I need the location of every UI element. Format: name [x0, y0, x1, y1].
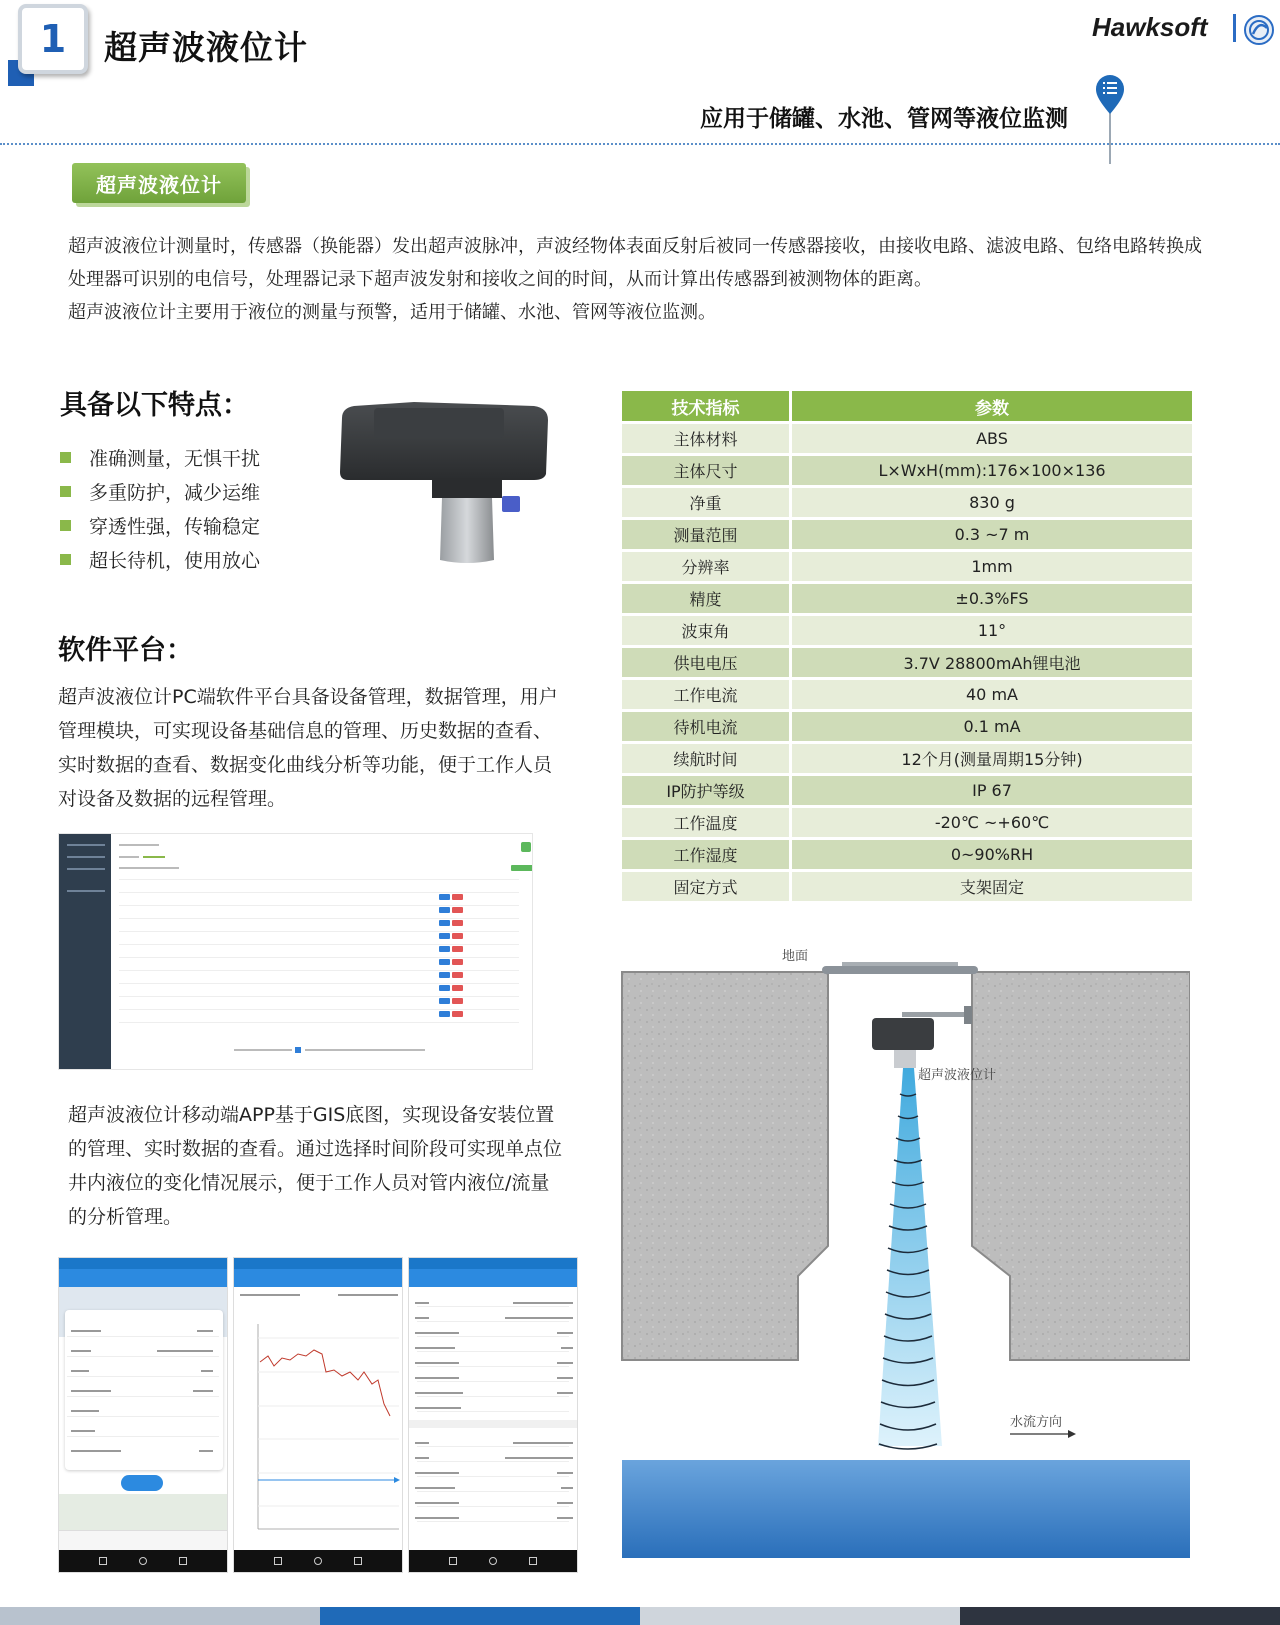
- spec-header-value: 参数: [792, 391, 1192, 421]
- bullet-icon: [60, 486, 71, 497]
- spec-row: 工作温度 -20℃ ~+60℃: [622, 808, 1192, 837]
- app-text: 超声波液位计移动端APP基于GIS底图，实现设备安装位置的管理、实时数据的查看。通过选择时间阶段可实现单点位井内液位的变化情况展示，便于工作人员对管内液位/流量的分析管理。: [68, 1104, 563, 1228]
- feature-item: 超长待机，使用放心: [60, 542, 260, 576]
- spec-row: 固定方式 支架固定: [622, 872, 1192, 901]
- flow-direction-label: 水流方向: [1010, 1415, 1063, 1430]
- pc-sidebar: [59, 834, 111, 1069]
- installation-diagram: [620, 946, 1190, 1558]
- footer-segment: [640, 1607, 960, 1625]
- features-title: 具备以下特点：: [60, 390, 249, 421]
- page-title: 超声波液位计: [104, 28, 308, 67]
- spec-row: 精度 ±0.3%FS: [622, 584, 1192, 613]
- intro-paragraph-2: 超声波液位计主要用于液位的测量与预警，适用于储罐、水池、管网等液位监测。: [68, 302, 716, 323]
- page-subtitle: 应用于储罐、水池、管网等液位监测: [700, 106, 1068, 132]
- feature-item: 穿透性强，传输稳定: [60, 508, 260, 542]
- spec-row: 工作电流 40 mA: [622, 680, 1192, 709]
- brand-divider: [1233, 14, 1236, 42]
- bullet-icon: [60, 554, 71, 565]
- bullet-icon: [60, 520, 71, 531]
- spec-row: 主体尺寸 L×WxH(mm):176×100×136: [622, 456, 1192, 485]
- section-badge: [8, 4, 88, 76]
- spec-header-row: [622, 391, 1192, 421]
- spec-row: 净重 830 g: [622, 488, 1192, 517]
- spec-row: 供电电压 3.7V 28800mAh锂电池: [622, 648, 1192, 677]
- app-history-screenshot: [408, 1257, 578, 1573]
- brand-name: Hawksoft: [1092, 12, 1208, 42]
- features-list: [60, 440, 260, 576]
- spec-header-name: 技术指标: [622, 391, 792, 421]
- spec-row: 工作湿度 0~90%RH: [622, 840, 1192, 869]
- feature-item: 多重防护，减少运维: [60, 474, 260, 508]
- intro-paragraph-1: 超声波液位计测量时，传感器（换能器）发出超声波脉冲，声波经物体表面反射后被同一传感器接收，由接收电路、滤波电路、包络电路转换成处理器可识别的电信号，处理器记录下超声波发射和接收之间的时间，从而计算出传感器到被测物体的距离。: [68, 236, 1202, 290]
- sensor-label: 超声波液位计: [918, 1068, 997, 1083]
- header-divider: [0, 143, 1280, 145]
- app-map-screenshot: [58, 1257, 228, 1573]
- software-text: 超声波液位计PC端软件平台具备设备管理，数据管理，用户管理模块，可实现设备基础信息的管理、历史数据的查看、实时数据的查看、数据变化曲线分析等功能，便于工作人员对设备及数据的远程管理。: [58, 686, 558, 810]
- section-number: 1: [18, 4, 88, 74]
- section-tag: 超声波液位计: [72, 163, 246, 203]
- intro-text: [68, 230, 1218, 329]
- feature-item: 准确测量，无惧干扰: [60, 440, 260, 474]
- spec-row: 续航时间 12个月(测量周期15分钟): [622, 744, 1192, 773]
- bullet-icon: [60, 452, 71, 463]
- product-image: [334, 400, 554, 570]
- spec-row: IP防护等级 IP 67: [622, 776, 1192, 805]
- ground-label: 地面: [782, 949, 809, 964]
- footer-segment: [0, 1607, 320, 1625]
- footer-bar: [0, 1607, 1280, 1625]
- spec-row: 分辨率 1mm: [622, 552, 1192, 581]
- location-pin-icon: [1093, 74, 1127, 164]
- footer-segment: [960, 1607, 1280, 1625]
- software-title: 软件平台：: [58, 635, 193, 666]
- spec-row: 待机电流 0.1 mA: [622, 712, 1192, 741]
- pc-software-screenshot: [58, 833, 533, 1070]
- spec-row: 主体材料 ABS: [622, 424, 1192, 453]
- footer-segment: [320, 1607, 640, 1625]
- spec-row: 波束角 11°: [622, 616, 1192, 645]
- spec-table: [622, 388, 1192, 904]
- spec-row: 测量范围 0.3 ~7 m: [622, 520, 1192, 549]
- app-chart-screenshot: [233, 1257, 403, 1573]
- brand-logo-icon: [1243, 12, 1275, 48]
